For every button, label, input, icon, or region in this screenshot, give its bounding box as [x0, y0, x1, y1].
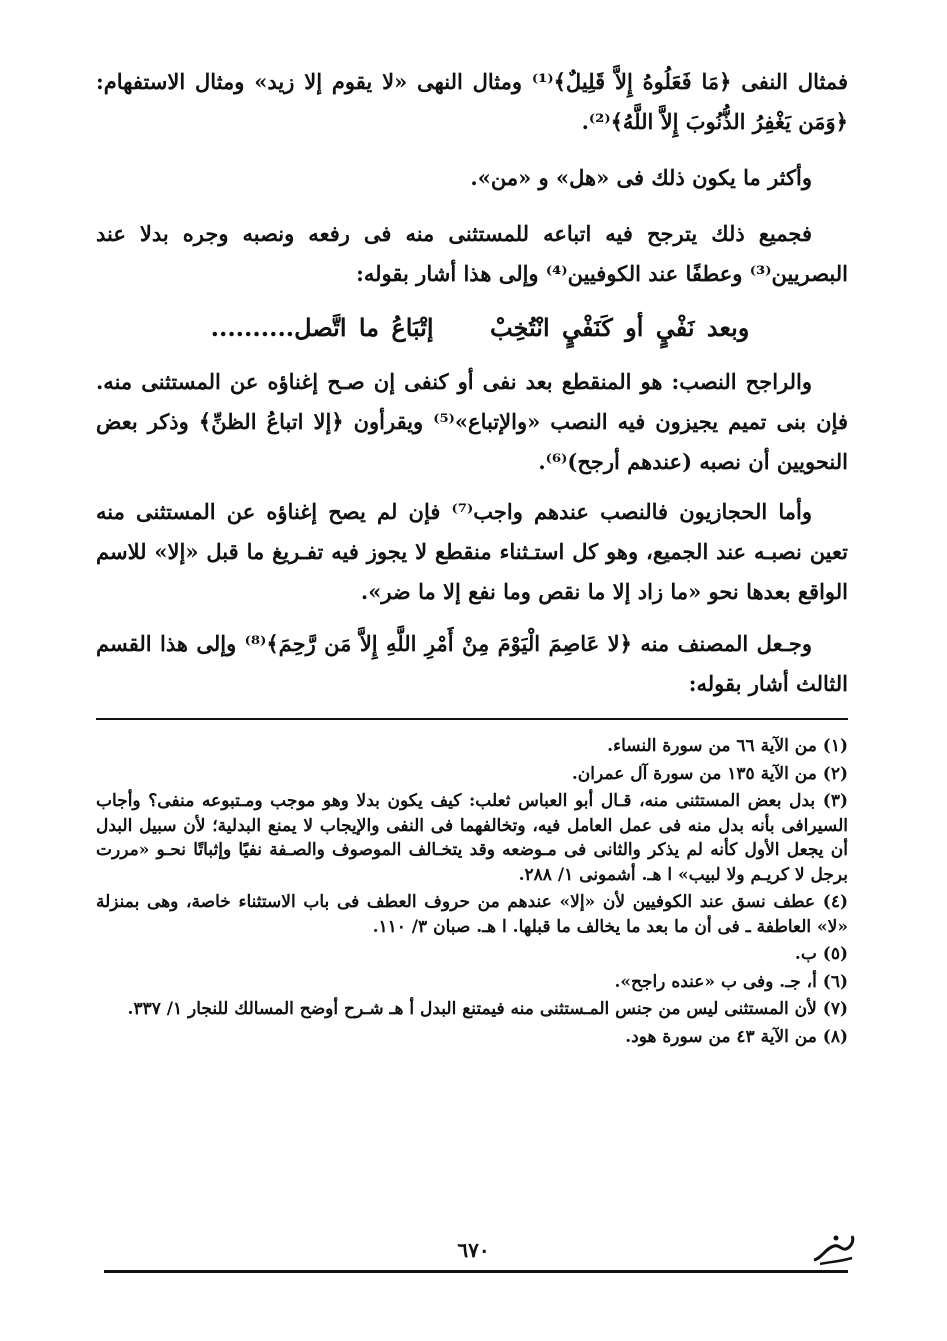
- footnote-1: (١) من الآية ٦٦ من سورة النساء.: [607, 736, 848, 756]
- verse-second-half: إتْبَاعُ ما اتَّصل..........: [210, 313, 434, 342]
- paragraph-negation-examples: [96, 62, 848, 142]
- paragraph-badal: [96, 214, 848, 294]
- paragraph-1: فمثال النفى ﴿مَا فَعَلُوهُ إِلاَّ قَلِيلٌ﴾⁽¹⁾ ومثال النهى «لا يقوم إلا زيد» ومثال الاستفهام: ﴿وَمَن يَغْفِرُ الذُّنُوبَ إِلاَّ اللَّهُ﴾⁽²⁾.: [96, 69, 849, 134]
- verse-line: [140, 308, 820, 348]
- page-number: ٦٧٠: [457, 1238, 490, 1262]
- footnote-7: (٧) لأن المستثنى ليس من جنس المـستثنى منه فيمتنع البدل أ هـ شـرح أوضح المسالك للنجار ١/ ٣٣٧.: [127, 999, 848, 1019]
- footnote-8: (٨) من الآية ٤٣ من سورة هود.: [625, 1026, 848, 1047]
- paragraph-3: فجميع ذلك يترجح فيه اتباعه للمستثنى منه فى رفعه ونصبه وجره بدلا عند البصريين⁽³⁾ وعطفًا عند الكوفيين⁽⁴⁾ وإلى هذا أشار بقوله:: [96, 221, 848, 286]
- footnote-2: (٢) من الآية ١٣٥ من سورة آل عمران.: [571, 763, 848, 784]
- verse-first-half: وبعد نَفْيٍ أو كَنَفْيٍ انْتُخِبْ: [489, 313, 750, 342]
- paragraph-hal-man: [96, 158, 848, 198]
- footnote-6: (٦) أ، جـ. وفى ب «عنده راجح».: [614, 971, 848, 992]
- footnote-4: (٤) عطف نسق عند الكوفيين لأن «إلا» عندهم من حروف العطف فى باب الاستثناء خاصة، وهى بمنزلة «لا» العاطفة ـ فى أن ما بعد ما يخالف ما قبلها. ا هـ. صبان ٣/ ١١٠.: [96, 892, 848, 937]
- footnote-separator: [96, 718, 848, 720]
- footnote-5: (٥) ب.: [794, 944, 848, 964]
- paragraph-2: وأكثر ما يكون ذلك فى «هل» و «من».: [470, 165, 812, 190]
- paragraph-5: وأما الحجازيون فالنصب عندهم واجب⁽⁷⁾ فإن لم يصح إغناؤه عن المستثنى منه تعين نصبـه عند الجميع، وهو كل استـثناء منقطع لا يجوز فيه تفـريغ ما قبل «إلا» للاسم الواقع بعدها نحو «ما زاد إلا ما نقص وما نفع إلا ما ضر».: [96, 499, 848, 604]
- paragraph-4: والراجح النصب: هو المنقطع بعد نفى أو كنفى إن صـح إغناؤه عن المستثنى منه. فإن بنى تميم يجيزون فيه النصب «والإتباع»⁽⁵⁾ ويقرأون ﴿إلا اتباعُ الظنِّ﴾ وذكر بعض النحويين أن نصبه (عندهم أرجح)⁽⁶⁾.: [96, 369, 848, 474]
- paragraph-third-section: [96, 624, 848, 704]
- paragraph-6: وجـعل المصنف منه ﴿لا عَاصِمَ الْيَوْمَ مِنْ أَمْرِ اللَّهِ إِلاَّ مَن رَّحِمَ﴾⁽⁸⁾ وإلى هذا القسم الثالث أشار بقوله:: [96, 631, 848, 696]
- paragraph-munqati: [96, 362, 848, 482]
- paragraph-hijazi: [96, 492, 848, 612]
- footnotes: [96, 734, 848, 1052]
- bottom-rule: [104, 1270, 848, 1273]
- footnote-3: (٣) بدل بعض المستثنى منه، قـال أبو العباس ثعلب: كيف يكون بدلا وهو موجب ومـتبوعه منفى؟ وأجاب السيرافى بأنه بدل منه فى عمل العامل فيه، وتخالفهما فى النفى والإيجاب لا يمنع البدلية؛ لأن سبيل البدل أن يجعل الأول كأنه لم يذكر والثانى فى مـوضعه وقد يتخـالف الموصوف والصـفة نفيًا وإثباتًا نحـو «مررت برجل لا كريـم ولا لبيب» ا هـ. أشمونى ١/ ٢٨٨.: [96, 791, 848, 885]
